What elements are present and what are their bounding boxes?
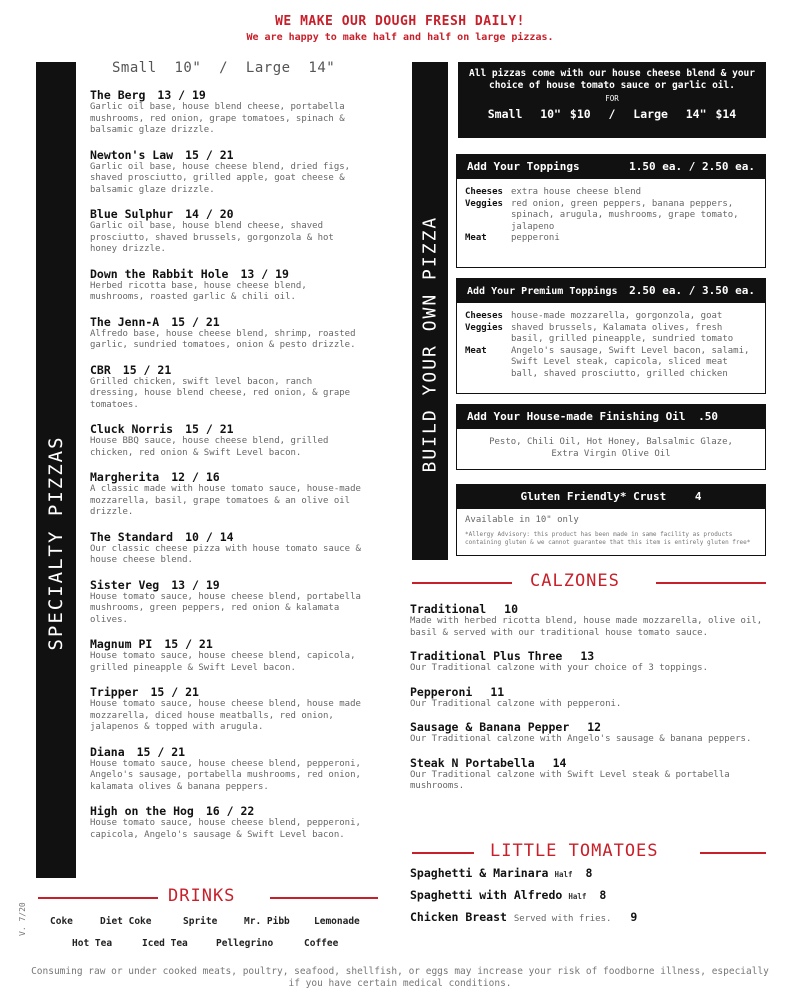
pizza-name: High on the Hog bbox=[90, 804, 194, 818]
pizza-price: 14 / 20 bbox=[185, 207, 234, 221]
gluten-friendly-header bbox=[457, 485, 765, 509]
pizza-price: 15 / 21 bbox=[185, 147, 234, 162]
pizza-price: 15 / 21 bbox=[164, 637, 213, 651]
pizza-title bbox=[90, 422, 365, 436]
version-label: V. 7/20 bbox=[18, 902, 27, 936]
topping-options: extra house cheese blend bbox=[511, 187, 642, 197]
pizza-title bbox=[90, 88, 365, 102]
pizza-price: 13 / 19 bbox=[157, 88, 206, 102]
pizza-name: Sister Veg bbox=[90, 577, 160, 592]
specialty-pizza-item bbox=[90, 637, 365, 674]
toppings-body bbox=[457, 179, 765, 251]
topping-row bbox=[465, 187, 757, 199]
pizza-name: The Jenn-A bbox=[90, 314, 160, 329]
topping-category: Veggies bbox=[465, 198, 503, 209]
pizza-title bbox=[90, 315, 365, 329]
pizza-name: Margherita bbox=[90, 470, 160, 484]
pizza-description: Herbed ricotta base, house cheese blend, mushrooms, roasted garlic & chili oil. bbox=[90, 280, 307, 302]
calzone-item bbox=[410, 685, 770, 711]
specialty-pizza-item bbox=[90, 578, 365, 627]
drink-item: Diet Coke bbox=[100, 916, 152, 927]
kids-item-name: Chicken Breast bbox=[410, 910, 507, 924]
topping-category: Cheeses bbox=[465, 311, 503, 321]
little-tomatoes-rule-left bbox=[412, 852, 474, 854]
pizza-description: House tomato sauce, house cheese blend, portabella mushrooms, green peppers, red onion & kalamata olives. bbox=[90, 591, 361, 625]
calzone-name: Traditional Plus Three bbox=[410, 649, 563, 663]
calzones-rule-left bbox=[412, 582, 512, 584]
calzone-price: 10 bbox=[504, 602, 519, 616]
kids-item bbox=[410, 910, 637, 924]
pizza-description: Our classic cheese pizza with house tomato sauce & house cheese blend. bbox=[90, 543, 361, 565]
pizza-name: The Berg bbox=[90, 88, 146, 102]
specialty-pizza-item bbox=[90, 207, 365, 256]
calzone-list bbox=[410, 602, 770, 803]
drink-item: Coffee bbox=[304, 938, 339, 949]
pizza-price: 13 / 19 bbox=[171, 577, 220, 592]
calzone-item bbox=[410, 602, 770, 639]
finishing-oil-title: Add Your House-made Finishing Oil bbox=[467, 410, 686, 423]
pizza-title bbox=[90, 148, 365, 162]
specialty-pizza-item bbox=[90, 267, 365, 304]
pizza-name: Newton's Law bbox=[90, 147, 174, 162]
pizza-price: 10 / 14 bbox=[185, 529, 234, 544]
topping-row bbox=[465, 311, 757, 323]
drink-item: Iced Tea bbox=[142, 938, 188, 949]
topping-category: Meat bbox=[465, 345, 487, 356]
pizza-description: House tomato sauce, house cheese blend, house made mozzarella, diced house meatballs, red onion, jalapenos & topped with arugula. bbox=[90, 699, 361, 732]
kids-item-note: Served with fries. bbox=[513, 914, 612, 924]
calzone-description: Our Traditional calzone with your choice of 3 toppings. bbox=[410, 663, 709, 673]
pizza-price: 15 / 21 bbox=[122, 362, 172, 377]
specialty-pizza-item bbox=[90, 530, 365, 567]
kids-item-price: 8 bbox=[585, 866, 593, 880]
specialty-pizzas-label: SPECIALTY PIZZAS bbox=[45, 435, 67, 651]
specialty-pizzas-banner bbox=[36, 62, 76, 878]
calzone-name: Pepperoni bbox=[410, 684, 473, 699]
premium-toppings-box bbox=[456, 278, 766, 394]
pizza-description: House BBQ sauce, house cheese blend, grilled chicken, red onion & Swift Level bacon. bbox=[90, 436, 329, 458]
calzone-name: Sausage & Banana Pepper bbox=[410, 720, 570, 734]
kids-item-name: Spaghetti with Alfredo bbox=[410, 888, 563, 902]
calzone-name: Traditional bbox=[410, 602, 487, 616]
calzone-name: Steak N Portabella bbox=[410, 755, 535, 770]
little-tomatoes-rule-right bbox=[700, 852, 766, 854]
calzone-description: Our Traditional calzone with Swift Level steak & portabella mushrooms. bbox=[410, 769, 730, 791]
calzone-price: 11 bbox=[490, 684, 505, 699]
pizza-name: Blue Sulphur bbox=[90, 207, 174, 221]
calzone-item bbox=[410, 756, 770, 793]
gluten-friendly-body bbox=[457, 509, 765, 553]
kids-item-price: 8 bbox=[599, 888, 607, 902]
calzone-title bbox=[410, 685, 770, 699]
calzone-description: Our Traditional calzone with pepperoni. bbox=[410, 698, 622, 709]
pizza-name: The Standard bbox=[90, 529, 174, 544]
kids-item bbox=[410, 866, 592, 880]
specialty-pizza-item bbox=[90, 470, 365, 519]
premium-toppings-title: Add Your Premium Toppings bbox=[467, 286, 618, 297]
pizza-sizes-label: Small 10" / Large 14" bbox=[112, 60, 336, 76]
specialty-pizza-item bbox=[90, 88, 365, 137]
calzone-title bbox=[410, 756, 770, 770]
pizza-description: House tomato sauce, house cheese blend, capicola, grilled pineapple & Swift Level bacon. bbox=[90, 651, 356, 673]
header-dough-fresh: WE MAKE OUR DOUGH FRESH DAILY! bbox=[275, 14, 525, 29]
topping-category: Cheeses bbox=[465, 187, 503, 197]
calzone-price: 12 bbox=[587, 720, 602, 734]
pizza-title bbox=[90, 207, 365, 221]
specialty-pizza-item bbox=[90, 804, 365, 841]
byo-prices: Small 10" $10 / Large 14" $14 bbox=[487, 107, 737, 121]
kids-item-name: Spaghetti & Marinara bbox=[410, 866, 549, 880]
pizza-title bbox=[90, 804, 365, 818]
toppings-price: 1.50 ea. / 2.50 ea. bbox=[629, 160, 755, 173]
pizza-price: 16 / 22 bbox=[205, 804, 255, 818]
build-your-own-banner bbox=[412, 62, 448, 560]
pizza-price: 15 / 21 bbox=[185, 422, 234, 436]
pizza-price: 12 / 16 bbox=[171, 470, 220, 484]
drink-item: Coke bbox=[50, 916, 73, 927]
topping-category: Veggies bbox=[465, 322, 503, 333]
pizza-title bbox=[90, 267, 365, 281]
gluten-friendly-title: Gluten Friendly* Crust bbox=[520, 490, 667, 503]
pizza-title bbox=[90, 745, 365, 759]
pizza-description: Alfredo base, house cheese blend, shrimp, roasted garlic, sundried tomatoes, onion & pesto drizzle. bbox=[90, 328, 356, 350]
drink-item: Pellegrino bbox=[216, 938, 274, 949]
drink-item: Mr. Pibb bbox=[244, 916, 290, 927]
pizza-name: Tripper bbox=[90, 685, 139, 699]
gluten-friendly-price: 4 bbox=[694, 490, 702, 503]
pizza-description: Garlic oil base, house cheese blend, dried figs, shaved prosciutto, grilled apple, goat cheese & balsamic glaze drizzle. bbox=[90, 161, 351, 195]
header-half-and-half: We are happy to make half and half on large pizzas. bbox=[246, 32, 554, 43]
pizza-title bbox=[90, 470, 365, 484]
pizza-price: 15 / 21 bbox=[171, 314, 220, 329]
specialty-pizza-item bbox=[90, 422, 365, 459]
topping-options: house-made mozzarella, gorgonzola, goat bbox=[511, 311, 723, 321]
byo-info-text: All pizzas come with our house cheese blend & your choice of house tomato sauce or garlic oil. bbox=[469, 68, 755, 91]
build-your-own-label: BUILD YOUR OWN PIZZA bbox=[419, 215, 441, 473]
drinks-rule-left bbox=[38, 897, 158, 899]
topping-row bbox=[465, 346, 757, 381]
finishing-oil-price: .50 bbox=[698, 410, 719, 423]
byo-for-label: FOR bbox=[605, 94, 619, 103]
topping-row bbox=[465, 233, 757, 245]
kids-item bbox=[410, 888, 606, 902]
pizza-name: CBR bbox=[90, 362, 111, 377]
pizza-title bbox=[90, 578, 365, 592]
drink-item: Hot Tea bbox=[72, 938, 113, 949]
kids-item-price: 9 bbox=[630, 910, 638, 924]
calzone-description: Made with herbed ricotta blend, house made mozzarella, olive oil, basil & served with our traditional house tomato sauce. bbox=[410, 616, 763, 638]
calzone-title bbox=[410, 602, 770, 616]
specialty-pizza-item bbox=[90, 148, 365, 197]
pizza-description: Garlic oil base, house blend cheese, portabella mushrooms, red onion, grape tomatoes, spinach & balsamic glaze drizzle. bbox=[90, 102, 345, 135]
topping-row bbox=[465, 323, 757, 346]
pizza-title bbox=[90, 685, 365, 699]
pizza-name: Magnum PI bbox=[90, 637, 153, 651]
specialty-pizza-item bbox=[90, 315, 365, 352]
calzone-price: 13 bbox=[580, 649, 595, 663]
pizza-price: 15 / 21 bbox=[150, 685, 199, 699]
pizza-name: Cluck Norris bbox=[90, 422, 174, 436]
finishing-oil-box bbox=[456, 404, 766, 470]
drink-item: Lemonade bbox=[314, 916, 360, 927]
calzone-title bbox=[410, 720, 770, 734]
specialty-pizza-item bbox=[90, 363, 365, 412]
drinks-rule-right bbox=[270, 897, 378, 899]
pizza-description: Grilled chicken, swift level bacon, ranch dressing, house blend cheese, red onion, & grape tomatoes. bbox=[90, 376, 351, 410]
pizza-description: A classic made with house tomato sauce, house-made mozzarella, basil, grape tomatoes & an olive oil drizzle. bbox=[90, 484, 361, 517]
food-safety-disclaimer: Consuming raw or under cooked meats, poultry, seafood, shellfish, or eggs may increase your risk of foodborne illness, especially if you have certain medical conditions. bbox=[31, 966, 769, 989]
pizza-description: Garlic oil base, house blend cheese, shaved prosciutto, shaved brussels, gorgonzola & hot honey drizzle. bbox=[90, 221, 334, 254]
specialty-pizza-item bbox=[90, 685, 365, 734]
drink-item: Sprite bbox=[183, 916, 218, 927]
pizza-price: 15 / 21 bbox=[136, 744, 186, 759]
pizza-title bbox=[90, 363, 365, 377]
premium-toppings-price: 2.50 ea. / 3.50 ea. bbox=[629, 284, 755, 297]
topping-options: Angelo's sausage, Swift Level bacon, salami, Swift Level steak, capicola, sliced meat ball, shaved prosciutto, grilled chicken bbox=[511, 345, 750, 379]
pizza-name: Diana bbox=[90, 744, 125, 759]
pizza-description: House tomato sauce, house cheese blend, pepperoni, capicola, Angelo's sausage & Swift Level bacon. bbox=[90, 818, 361, 840]
calzone-item bbox=[410, 649, 770, 675]
drinks-title: DRINKS bbox=[168, 886, 236, 906]
calzones-rule-right bbox=[656, 582, 766, 584]
kids-item-tag: Half bbox=[568, 892, 587, 901]
byo-info-box bbox=[458, 62, 766, 138]
calzone-title bbox=[410, 649, 770, 663]
specialty-pizza-list bbox=[90, 88, 365, 852]
calzone-description: Our Traditional calzone with Angelo's sausage & banana peppers. bbox=[410, 734, 752, 744]
topping-row bbox=[465, 199, 757, 234]
pizza-title bbox=[90, 530, 365, 544]
finishing-oil-options: Pesto, Chili Oil, Hot Honey, Balsalmic Glaze, Extra Virgin Olive Oil bbox=[489, 437, 733, 459]
pizza-price: 13 / 19 bbox=[240, 266, 289, 281]
allergy-advisory: *Allergy Advisory: this product has been made in same facility as products containing gluten & we cannot guarantee that this item is entirely gluten free* bbox=[465, 530, 751, 546]
premium-toppings-body bbox=[457, 303, 765, 386]
pizza-name: Down the Rabbit Hole bbox=[90, 266, 229, 281]
calzone-price: 14 bbox=[552, 755, 567, 770]
finishing-oil-header bbox=[457, 405, 765, 429]
toppings-title: Add Your Toppings bbox=[467, 160, 580, 173]
topping-options: shaved brussels, Kalamata olives, fresh basil, grilled pineapple, sundried tomato bbox=[511, 322, 734, 344]
topping-category: Meat bbox=[465, 233, 487, 243]
topping-options: pepperoni bbox=[511, 233, 560, 243]
topping-options: red onion, green peppers, banana peppers, spinach, arugula, mushrooms, grape tomato, jalapeno bbox=[511, 198, 739, 232]
little-tomatoes-title: LITTLE TOMATOES bbox=[490, 841, 659, 861]
specialty-pizza-item bbox=[90, 745, 365, 794]
premium-toppings-header bbox=[457, 279, 765, 303]
gluten-friendly-box bbox=[456, 484, 766, 556]
calzone-item bbox=[410, 720, 770, 746]
kids-item-tag: Half bbox=[554, 870, 573, 879]
pizza-description: House tomato sauce, house cheese blend, pepperoni, Angelo's sausage, portabella mushrooms, red onion, kalamata olives & banana peppers. bbox=[90, 758, 361, 792]
toppings-box bbox=[456, 154, 766, 268]
toppings-header bbox=[457, 155, 765, 179]
calzones-title: CALZONES bbox=[530, 571, 620, 591]
gluten-availability: Available in 10" only bbox=[465, 515, 579, 525]
pizza-title bbox=[90, 637, 365, 651]
